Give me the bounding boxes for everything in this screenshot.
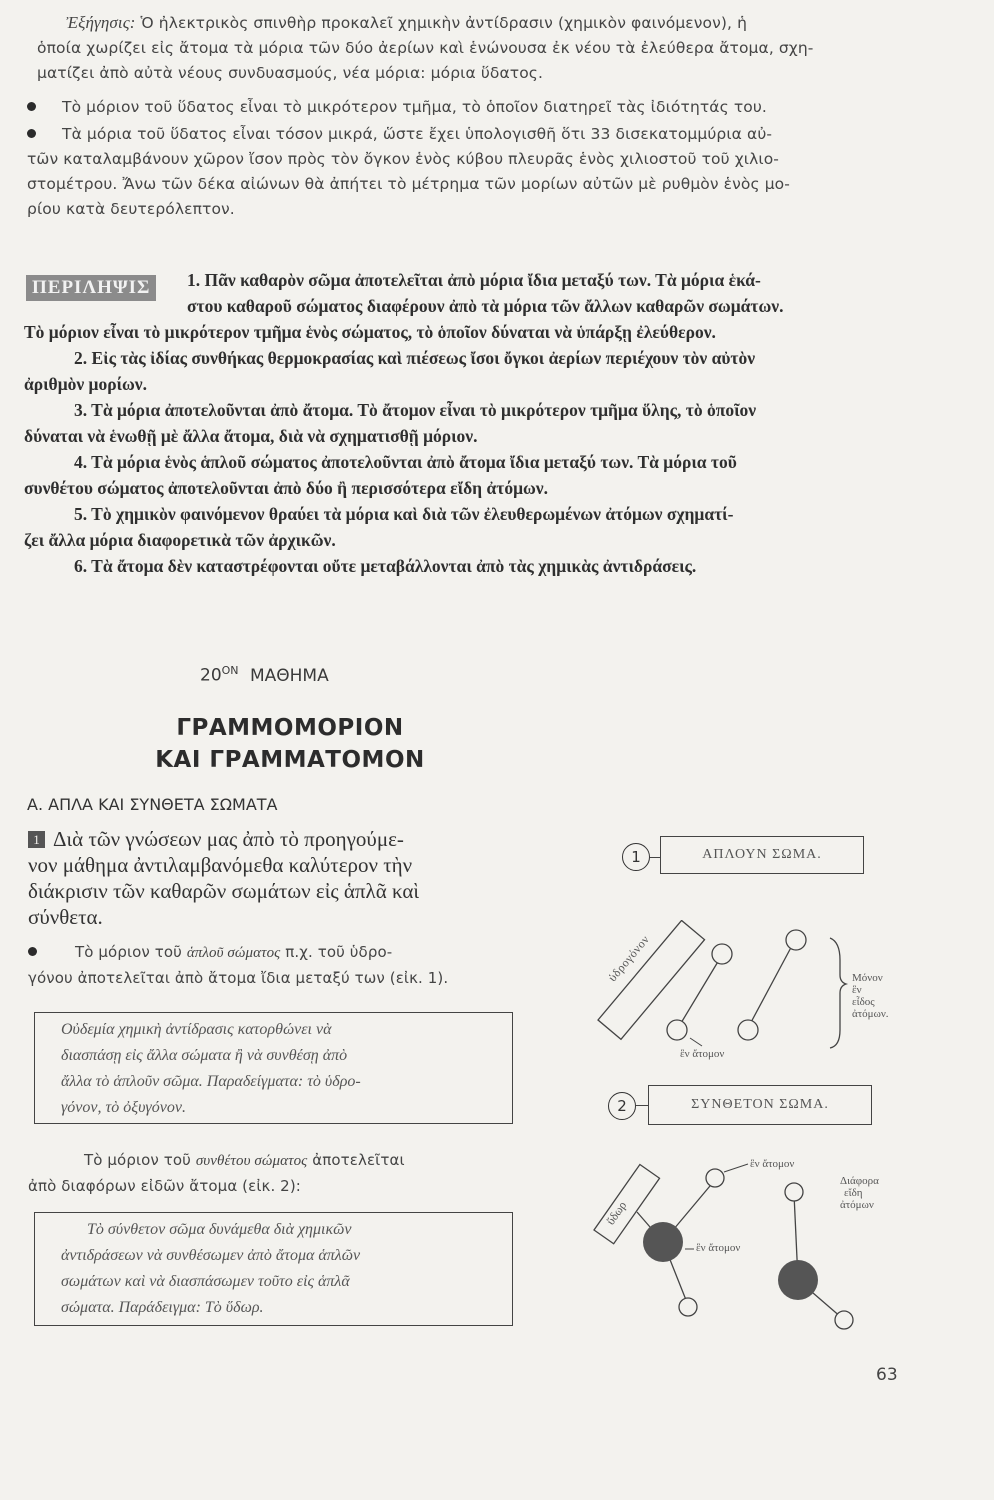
figure-2-atom-label-mid: ἓν ἄτομον <box>696 1242 741 1254</box>
summary-line: 2. Εἰς τὰς ἰδίας συνθήκας θερμοκρασίας καὶ πιέσεως ἴσοι ὄγκοι ἀερίων περιέχουν τὸν αὐτὸν <box>74 348 756 368</box>
note-line: ἄλλα τὸ ἁπλοῦν σῶμα. Παραδείγματα: τὸ ὑδρο- <box>61 1073 361 1090</box>
body-line: γόνου ἀποτελεῖται ἀπὸ ἄτομα ἴδια μεταξύ των (εἰκ. 1). <box>28 969 449 987</box>
bullet-icon <box>28 947 37 956</box>
compound-body-paragraph <box>28 1148 548 1199</box>
atom-circle <box>679 1298 697 1316</box>
atom-circle <box>738 1020 758 1040</box>
note-text <box>35 1013 512 1121</box>
note-line: σώματα. Παράδειγμα: Τὸ ὕδωρ. <box>61 1299 264 1316</box>
figure-2-number: 2 <box>608 1092 636 1120</box>
page-number: 63 <box>876 1365 898 1385</box>
bullet-line: τῶν καταλαμβάνουν χῶρον ἴσον πρὸς τὸν ὄγκον ἑνὸς κύβου πλευρᾶς ἑνὸς χιλιοστοῦ τοῦ χιλιο- <box>27 150 779 168</box>
bullet-icon <box>27 102 36 111</box>
atom-circle <box>785 1183 803 1201</box>
figure-2-tag-label: ὕδωρ <box>603 1198 630 1228</box>
intro-line: ὁποία χωρίζει εἰς ἄτομα τὰ μόρια τῶν δύο ἀερίων καὶ ἑνώνουσα ἐκ νέου τὰ ἐλεύθερα ἄτομα, σχη- <box>37 39 814 57</box>
lead-line: νον μάθημα ἀντιλαμβανόμεθα καλύτερον τὴν <box>28 853 413 877</box>
summary-line: Τὸ μόριον εἶναι τὸ μικρότερον τμῆμα ἑνὸς σώματος, τὸ ὁποῖον δύναται νὰ ὑπάρξῃ ἐλεύθερον. <box>24 322 716 342</box>
lead-line: 1 Διὰ τῶν γνώσεων μας ἀπὸ τὸ προηγούμε- <box>28 826 548 852</box>
summary-line: δύναται νὰ ἑνωθῇ μὲ ἄλλα ἄτομα, διὰ νὰ σχηματισθῇ μόριον. <box>24 426 478 446</box>
summary-line: 4. Τὰ μόρια ἑνὸς ἁπλοῦ σώματος ἀποτελοῦνται ἀπὸ ἄτομα ἴδια μεταξύ των. Τὰ μόρια τοῦ <box>74 452 737 472</box>
figure-2-side-note: Διάφορα εἴδη ἀτόμων <box>840 1175 879 1211</box>
lead-paragraph <box>28 826 548 930</box>
simple-body-paragraph <box>28 940 548 991</box>
summary-line: 1. Πᾶν καθαρὸν σῶμα ἀποτελεῖται ἀπὸ μόρια ἴδια μεταξύ των. Τὰ μόρια ἑκά- <box>187 270 761 290</box>
note-text <box>35 1213 512 1321</box>
summary-line: συνθέτου σώματος ἀποτελοῦνται ἀπὸ δύο ἢ περισσότερα εἴδη ἀτόμων. <box>24 478 548 498</box>
summary-line: 3. Τὰ μόρια ἀποτελοῦνται ἀπὸ ἄτομα. Τὸ ἄτομον εἶναι τὸ μικρότερον τμῆμα ὕλης, τὸ ὁποῖον <box>74 400 757 420</box>
lead-line: διάκρισιν τῶν καθαρῶν σωμάτων εἰς ἁπλᾶ καὶ <box>28 879 420 903</box>
paragraph-marker: 1 <box>28 831 45 848</box>
compound-body-note-box <box>34 1212 513 1326</box>
note-line: σωμάτων καὶ νὰ διασπάσωμεν τοῦτο εἰς ἁπλᾶ <box>61 1273 350 1290</box>
lead-line: σύνθετα. <box>28 905 103 929</box>
summary-line: ζει ἄλλα μόρια διαφορετικὰ τῶν ἀρχικῶν. <box>24 530 336 550</box>
summary-line: στου καθαροῦ σώματος διαφέρουν ἀπὸ τὰ μόρια τῶν ἄλλων καθαρῶν σωμάτων. <box>187 296 784 316</box>
figure-1-atom-label: ἓν ἄτομον <box>680 1048 725 1060</box>
atom-circle <box>667 1020 687 1040</box>
intro-paragraph <box>37 10 966 86</box>
intro-line: Ἐξήγησις: Ὁ ἠλεκτρικὸς σπινθὴρ προκαλεῖ χημικὴν ἀντίδρασιν (χημικὸν φαινόμενον), ἡ <box>66 13 747 32</box>
body-line: Τὸ μόριον τοῦ ἁπλοῦ σώματος π.χ. τοῦ ὑδρο- <box>28 940 548 966</box>
note-line: γόνον, τὸ ὀξυγόνον. <box>61 1099 186 1116</box>
bullet-paragraph <box>27 95 957 222</box>
lesson-title-line: ΓΡΑΜΜΟΜΟΡΙΟΝ <box>176 715 404 741</box>
atom-circle <box>786 930 806 950</box>
body-line: ἀπὸ διαφόρων εἰδῶν ἄτομα (εἰκ. 2): <box>28 1177 301 1195</box>
figure-2-title: ΣΥΝΘΕΤΟΝ ΣΩΜΑ. <box>648 1085 872 1125</box>
atom-circle <box>778 1260 818 1300</box>
lesson-label: $20^{ON}$ ΜΑΘΗΜΑ <box>200 664 329 686</box>
bullet-line: ρίου κατὰ δευτερόλεπτον. <box>27 200 235 218</box>
summary-badge: ΠΕΡΙΛΗΨΙΣ <box>26 275 156 301</box>
atom-circle <box>706 1169 724 1187</box>
atom-circle <box>643 1222 683 1262</box>
explanation-label: Ἐξήγησις: <box>66 13 136 32</box>
summary-line: 5. Τὸ χημικὸν φαινόμενον θραύει τὰ μόρια καὶ διὰ τῶν ἐλευθερωμένων ἀτόμων σχηματί- <box>74 504 734 524</box>
atom-circle <box>712 944 732 964</box>
figure-1-title: ΑΠΛΟΥΝ ΣΩΜΑ. <box>660 836 864 874</box>
lesson-title-line: ΚΑΙ ΓΡΑΜΜΑΤΟΜΟΝ <box>155 747 425 773</box>
figure-2-atom-label-top: ἓν ἄτομον <box>750 1158 795 1170</box>
figure-1-side-note: Μόνον ἓν εἶδος ἀτόμων. <box>852 972 889 1020</box>
summary-line: ἀριθμὸν μορίων. <box>24 374 148 394</box>
note-line: διασπάσῃ εἰς ἄλλα σώματα ἢ νὰ συνθέσῃ ἀπὸ <box>61 1047 348 1064</box>
intro-line: ματίζει ἀπὸ αὐτὰ νέους συνδυασμούς, νέα μόρια: μόρια ὕδατος. <box>37 64 544 82</box>
bullet-line: στομέτρου. Ἄνω τῶν δέκα αἰώνων θὰ ἀπήτει τὸ μέτρημα τῶν μορίων αὐτῶν μὲ ρυθμὸν ἑνὸς μο- <box>27 175 790 193</box>
bullet-line: Τὸ μόριον τοῦ ὕδατος εἶναι τὸ μικρότερον τμῆμα, τὸ ὁποῖον διατηρεῖ τὰς ἰδιότητάς του. <box>27 95 957 120</box>
bullet-icon <box>27 129 36 138</box>
simple-body-note-box <box>34 1012 513 1124</box>
figure-1-tag-label: ὑδρογόνον <box>605 932 653 985</box>
figure-1-number: 1 <box>622 843 650 871</box>
lesson-title <box>120 712 460 776</box>
summary-line: 6. Τὰ ἄτομα δὲν καταστρέφονται οὔτε μεταβάλλονται ἀπὸ τὰς χημικὰς ἀντιδράσεις. <box>74 556 697 576</box>
note-line: Οὐδεμία χημικὴ ἀντίδρασις κατορθώνει νὰ <box>61 1021 332 1038</box>
figure-2-connector <box>636 1105 648 1106</box>
summary-list <box>24 267 954 579</box>
figure-1-connector <box>650 857 660 858</box>
note-line: Τὸ σύνθετον σῶμα δυνάμεθα διὰ χημικῶν <box>87 1221 352 1238</box>
atom-circle <box>835 1311 853 1329</box>
bullet-line: Τὰ μόρια τοῦ ὕδατος εἶναι τόσον μικρά, ὥστε ἔχει ὑπολογισθῆ ὅτι 33 δισεκατομμύρια αὐ- <box>27 122 957 147</box>
section-heading: Α. ΑΠΛΑ ΚΑΙ ΣΥΝΘΕΤΑ ΣΩΜΑΤΑ <box>27 795 278 814</box>
body-line: Τὸ μόριον τοῦ συνθέτου σώματος ἀποτελεῖται <box>84 1151 405 1169</box>
brace-icon <box>830 938 846 1048</box>
note-line: ἀντιδράσεων νὰ συνθέσωμεν ἀπὸ ἄτομα ἁπλῶν <box>61 1247 361 1264</box>
